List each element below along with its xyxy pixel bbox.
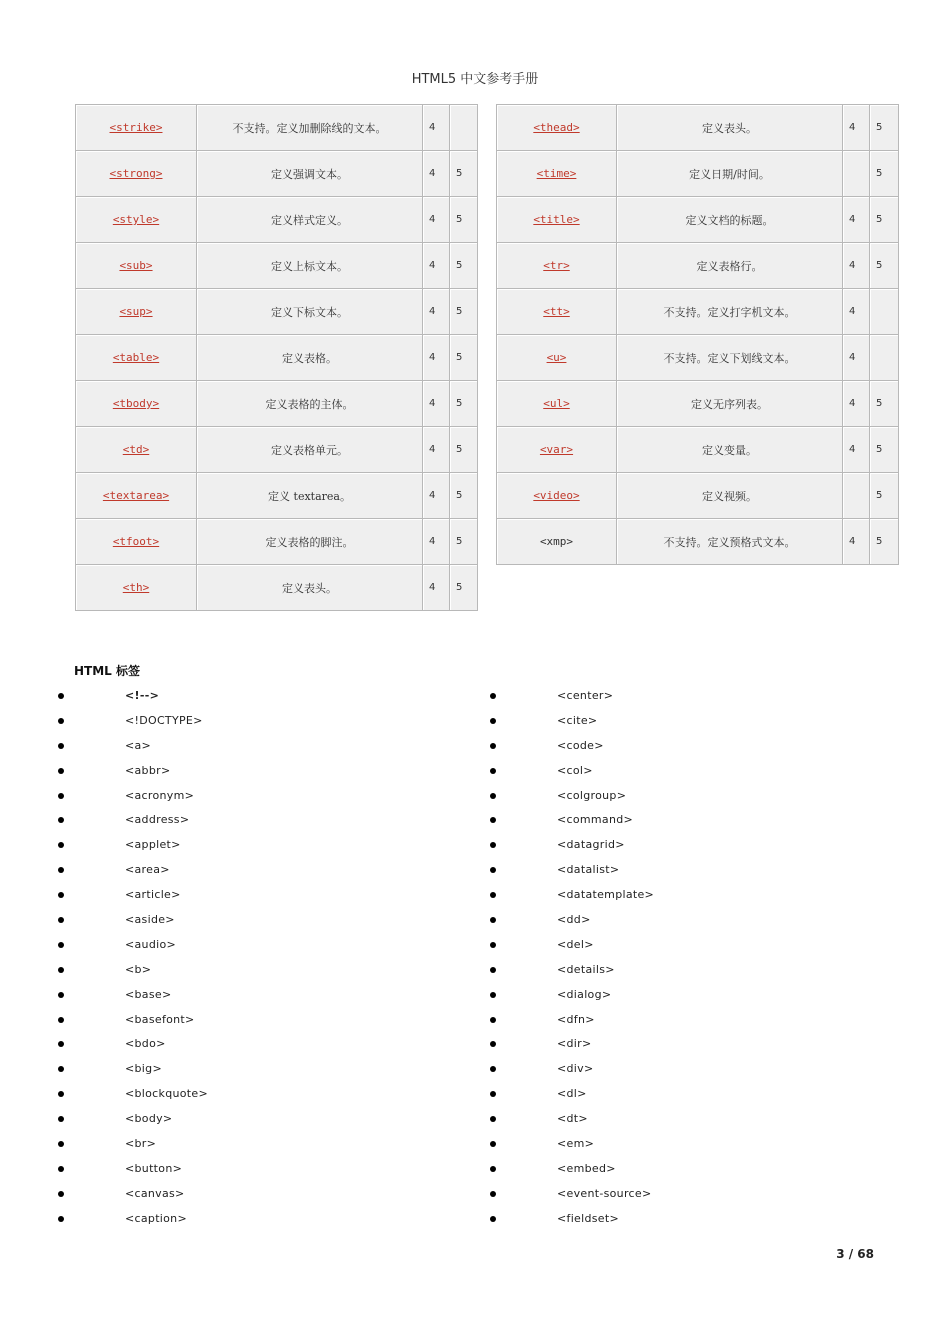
table-row [76,473,478,519]
list-item [490,883,890,908]
tag-list-label[interactable]: <a> [125,738,152,752]
bullet-icon [490,1116,496,1122]
tag-link[interactable]: <strong> [109,167,163,180]
list-item [490,958,890,983]
html4-support-cell: 4 [843,335,870,381]
html4-support-cell: 4 [423,289,450,335]
list-item [490,734,890,759]
tag-cell [76,519,197,565]
tag-list-label[interactable]: <acronym> [125,788,195,802]
html4-support-cell: 4 [423,427,450,473]
table-row [76,335,478,381]
tag-list-label[interactable]: <caption> [125,1211,187,1225]
tag-cell [76,151,197,197]
description-cell: 定义 textarea。 [197,473,423,519]
tag-list-right [490,684,890,1232]
list-item [58,983,458,1008]
table-row [497,197,899,243]
list-item [58,1057,458,1082]
tag-list-label[interactable]: <code> [557,738,604,752]
html5-support-cell: 5 [450,519,478,565]
description-cell: 定义强调文本。 [197,151,423,197]
list-item [490,1032,890,1057]
table-row [497,289,899,335]
bullet-icon [58,992,64,998]
tag-list-label[interactable]: <div> [557,1062,594,1076]
html5-support-cell [870,335,899,381]
tag-link[interactable]: <style> [112,213,160,226]
tag-cell [497,243,617,289]
bullet-icon [490,1191,496,1197]
table-row [497,427,899,473]
table-row [76,243,478,289]
tag-list-label[interactable]: <bdo> [125,1037,166,1051]
bullet-icon [58,892,64,898]
bullet-icon [490,1141,496,1147]
bullet-icon [58,693,64,699]
bullet-icon [490,793,496,799]
tag-list-label[interactable]: <applet> [125,838,181,852]
tag-list-label[interactable]: <datatemplate> [557,888,655,902]
tag-list-label[interactable]: <b> [125,962,152,976]
html5-support-cell [450,105,478,151]
bullet-icon [58,867,64,873]
html4-support-cell: 4 [843,427,870,473]
description-cell: 定义上标文本。 [197,243,423,289]
description-cell: 定义表格的主体。 [197,381,423,427]
list-item [58,908,458,933]
bullet-icon [58,817,64,823]
bullet-icon [58,1116,64,1122]
list-item [490,908,890,933]
list-item [490,1008,890,1033]
tag-cell [497,519,617,565]
html5-support-cell: 5 [450,243,478,289]
bullet-icon [490,1066,496,1072]
bullet-icon [58,768,64,774]
tag-cell [76,565,197,611]
html4-support-cell: 4 [843,243,870,289]
tag-list-label[interactable]: <col> [557,763,593,777]
bullet-icon [490,1041,496,1047]
bullet-icon [490,693,496,699]
html5-support-cell: 5 [870,427,899,473]
bullet-icon [490,1091,496,1097]
tag-list-left [58,684,458,1232]
tag-cell [76,197,197,243]
bullet-icon [58,1166,64,1172]
tag-list-label[interactable]: <colgroup> [557,788,627,802]
list-item [490,1132,890,1157]
list-item [58,734,458,759]
tag-cell [497,427,617,473]
tag-link[interactable]: <textarea> [102,489,170,502]
tag-link[interactable]: <thead> [533,121,580,134]
list-item [58,1182,458,1207]
bullet-icon [58,1041,64,1047]
list-item [58,759,458,784]
tag-cell [497,197,617,243]
list-item [58,1132,458,1157]
tag-cell [497,289,617,335]
description-cell: 定义表格。 [197,335,423,381]
tag-list-label[interactable]: <dt> [557,1112,588,1126]
list-item [490,1107,890,1132]
html5-support-cell: 5 [450,565,478,611]
bullet-icon [58,967,64,973]
page-number: 3 / 68 [836,1247,874,1261]
bullet-icon [490,992,496,998]
bullet-icon [490,1017,496,1023]
html4-support-cell: 4 [423,381,450,427]
list-item [490,709,890,734]
html5-support-cell: 5 [450,197,478,243]
tag-link[interactable]: <table> [112,351,160,364]
html4-support-cell: 4 [423,473,450,519]
list-item [58,784,458,809]
description-cell: 不支持。定义下划线文本。 [617,335,843,381]
bullet-icon [58,842,64,848]
list-item [58,709,458,734]
tag-list-label[interactable]: <fieldset> [557,1211,619,1225]
description-cell: 定义文档的标题。 [617,197,843,243]
html4-support-cell: 4 [843,105,870,151]
list-item [58,808,458,833]
bullet-icon [58,942,64,948]
description-cell: 不支持。定义预格式文本。 [617,519,843,565]
tag-list-label[interactable]: <audio> [125,937,177,951]
tag-list-label[interactable]: <abbr> [125,763,171,777]
bullet-icon [490,1166,496,1172]
html5-support-cell: 5 [450,381,478,427]
description-cell: 定义下标文本。 [197,289,423,335]
page-header-title: HTML5 中文参考手册 [411,72,539,87]
tag-cell [76,335,197,381]
tag-list-label[interactable]: <center> [557,689,614,702]
tag-link[interactable]: <strike> [109,121,163,134]
description-cell: 定义样式定义。 [197,197,423,243]
tag-list-label[interactable]: <del> [557,937,594,951]
description-cell: 定义表格单元。 [197,427,423,473]
tag-list-label[interactable]: <cite> [557,713,598,727]
tag-list-label[interactable]: <article> [125,888,181,902]
tag-list-label[interactable]: <body> [125,1112,173,1126]
tag-cell [76,289,197,335]
description-cell: 不支持。定义打字机文本。 [617,289,843,335]
tag-list-label[interactable]: <big> [125,1062,162,1076]
tag-cell [76,427,197,473]
tag-link[interactable]: <u> [546,351,567,364]
table-row [76,519,478,565]
list-item [490,1182,890,1207]
tag-cell [497,473,617,519]
bullet-icon [58,743,64,749]
list-item [490,759,890,784]
bullet-icon [58,1017,64,1023]
bullet-icon [490,842,496,848]
tag-cell [76,381,197,427]
bullet-icon [58,1091,64,1097]
bullet-icon [490,718,496,724]
tag-cell [76,105,197,151]
table-row [76,565,478,611]
table-row [497,243,899,289]
tag-link[interactable]: <sup> [119,305,153,318]
tag-list-label[interactable]: <em> [557,1137,595,1151]
tag-list-label[interactable]: <datalist> [557,863,620,877]
bullet-icon [58,917,64,923]
bullet-icon [490,892,496,898]
list-item [58,883,458,908]
html4-support-cell: 4 [843,289,870,335]
tag-list-label[interactable]: <dfn> [557,1012,595,1026]
list-item [58,1082,458,1107]
tag-link[interactable]: <td> [122,443,150,456]
tag-link[interactable]: <tfoot> [112,535,160,548]
description-cell: 定义表格的脚注。 [197,519,423,565]
tag-list-label[interactable]: <dl> [557,1087,587,1101]
html5-support-cell: 5 [870,519,899,565]
tag-link[interactable]: <th> [122,581,150,594]
html4-support-cell: 4 [843,519,870,565]
list-item [490,1157,890,1182]
tag-cell [76,243,197,289]
section-title: HTML 标签 [74,664,140,678]
bullet-icon [490,867,496,873]
html5-support-cell: 5 [870,381,899,427]
tag-cell [497,105,617,151]
html4-support-cell [843,151,870,197]
list-item [58,858,458,883]
bullet-icon [58,1216,64,1222]
list-item [490,933,890,958]
bullet-icon [58,793,64,799]
html4-support-cell: 4 [423,565,450,611]
html5-support-cell: 5 [450,473,478,519]
tag-list-label[interactable]: <event-source> [557,1186,652,1200]
html4-support-cell: 4 [423,519,450,565]
html4-support-cell: 4 [423,335,450,381]
html5-support-cell: 5 [450,289,478,335]
list-item [58,933,458,958]
bullet-icon [490,817,496,823]
table-row [497,519,899,565]
tag-list-label[interactable]: <blockquote> [125,1087,208,1101]
html4-support-cell: 4 [423,105,450,151]
html4-support-cell: 4 [843,381,870,427]
html4-support-cell: 4 [423,197,450,243]
list-item [490,833,890,858]
html5-support-cell: 5 [450,151,478,197]
list-item [58,958,458,983]
list-item [490,808,890,833]
tag-list-label[interactable]: <aside> [125,913,175,927]
html4-support-cell: 4 [843,197,870,243]
tag-cell [497,151,617,197]
table-row [76,197,478,243]
list-item [490,1207,890,1232]
list-item [58,833,458,858]
html5-support-cell: 5 [870,243,899,289]
bullet-icon [58,1066,64,1072]
tag-list-label[interactable]: <canvas> [125,1186,185,1200]
html4-support-cell [843,473,870,519]
description-cell: 定义表格行。 [617,243,843,289]
tag-list-label[interactable]: <dir> [557,1037,592,1051]
table-row [497,381,899,427]
table-row [497,473,899,519]
bullet-icon [58,1141,64,1147]
list-item [490,983,890,1008]
tag-link[interactable]: <var> [539,443,574,456]
list-item [490,1057,890,1082]
table-row [76,289,478,335]
tag-list-label[interactable]: <!--> [125,689,160,702]
list-item [58,1107,458,1132]
bullet-icon [490,1216,496,1222]
tag-list-label[interactable]: <button> [125,1161,183,1175]
description-cell: 定义日期/时间。 [617,151,843,197]
tag-list-label[interactable]: <datagrid> [557,838,625,852]
tag-list-label[interactable]: <details> [557,962,615,976]
description-cell: 定义表头。 [617,105,843,151]
html5-support-cell: 5 [870,151,899,197]
html5-support-cell [870,289,899,335]
list-item [490,684,890,709]
tag-cell [76,473,197,519]
list-item [490,1082,890,1107]
bullet-icon [490,768,496,774]
tag-link[interactable]: <ul> [543,397,570,410]
tag-link[interactable]: <tbody> [112,397,160,410]
list-item [58,684,458,709]
html4-support-cell: 4 [423,151,450,197]
bullet-icon [490,917,496,923]
tag-link[interactable]: <title> [533,213,580,226]
tag-list-label[interactable]: <embed> [557,1161,616,1175]
list-item [490,784,890,809]
list-item [58,1032,458,1057]
table-row [497,105,899,151]
tag-link[interactable]: <time> [536,167,577,180]
tag-list-label[interactable]: <dialog> [557,987,612,1001]
description-cell: 定义无序列表。 [617,381,843,427]
tag-list-label[interactable]: <base> [125,987,172,1001]
bullet-icon [490,967,496,973]
table-row [76,427,478,473]
table-row [76,151,478,197]
tag-list-label[interactable]: <!DOCTYPE> [125,713,203,727]
description-cell: 不支持。定义加删除线的文本。 [197,105,423,151]
html5-support-cell: 5 [450,427,478,473]
reference-table-right [496,104,899,565]
html5-support-cell: 5 [870,473,899,519]
reference-table-left [75,104,478,611]
tag-cell [497,381,617,427]
description-cell: 定义表头。 [197,565,423,611]
tag-list-label[interactable]: <area> [125,863,170,877]
tag-link[interactable]: <sub> [119,259,153,272]
html5-support-cell: 5 [870,197,899,243]
bullet-icon [58,718,64,724]
table-row [76,105,478,151]
table-row [76,381,478,427]
tag-list-label[interactable]: <dd> [557,913,591,927]
description-cell: 定义变量。 [617,427,843,473]
list-item [58,1157,458,1182]
tag-cell [497,335,617,381]
bullet-icon [490,942,496,948]
tag-link[interactable]: <tr> [543,259,570,272]
tag-list-label[interactable]: <address> [125,813,190,827]
tag-list-label[interactable]: <command> [557,813,634,827]
bullet-icon [490,743,496,749]
table-row [497,335,899,381]
tag-list-label[interactable]: <br> [125,1137,157,1151]
list-item [58,1207,458,1232]
html5-support-cell: 5 [450,335,478,381]
tag-link[interactable]: <video> [533,489,580,502]
list-item [490,858,890,883]
html5-support-cell: 5 [870,105,899,151]
table-row [497,151,899,197]
bullet-icon [58,1191,64,1197]
tag-list-label[interactable]: <basefont> [125,1012,195,1026]
description-cell: 定义视频。 [617,473,843,519]
list-item [58,1008,458,1033]
tag-link[interactable]: <tt> [543,305,570,318]
tag-text: <xmp> [539,535,574,548]
html4-support-cell: 4 [423,243,450,289]
